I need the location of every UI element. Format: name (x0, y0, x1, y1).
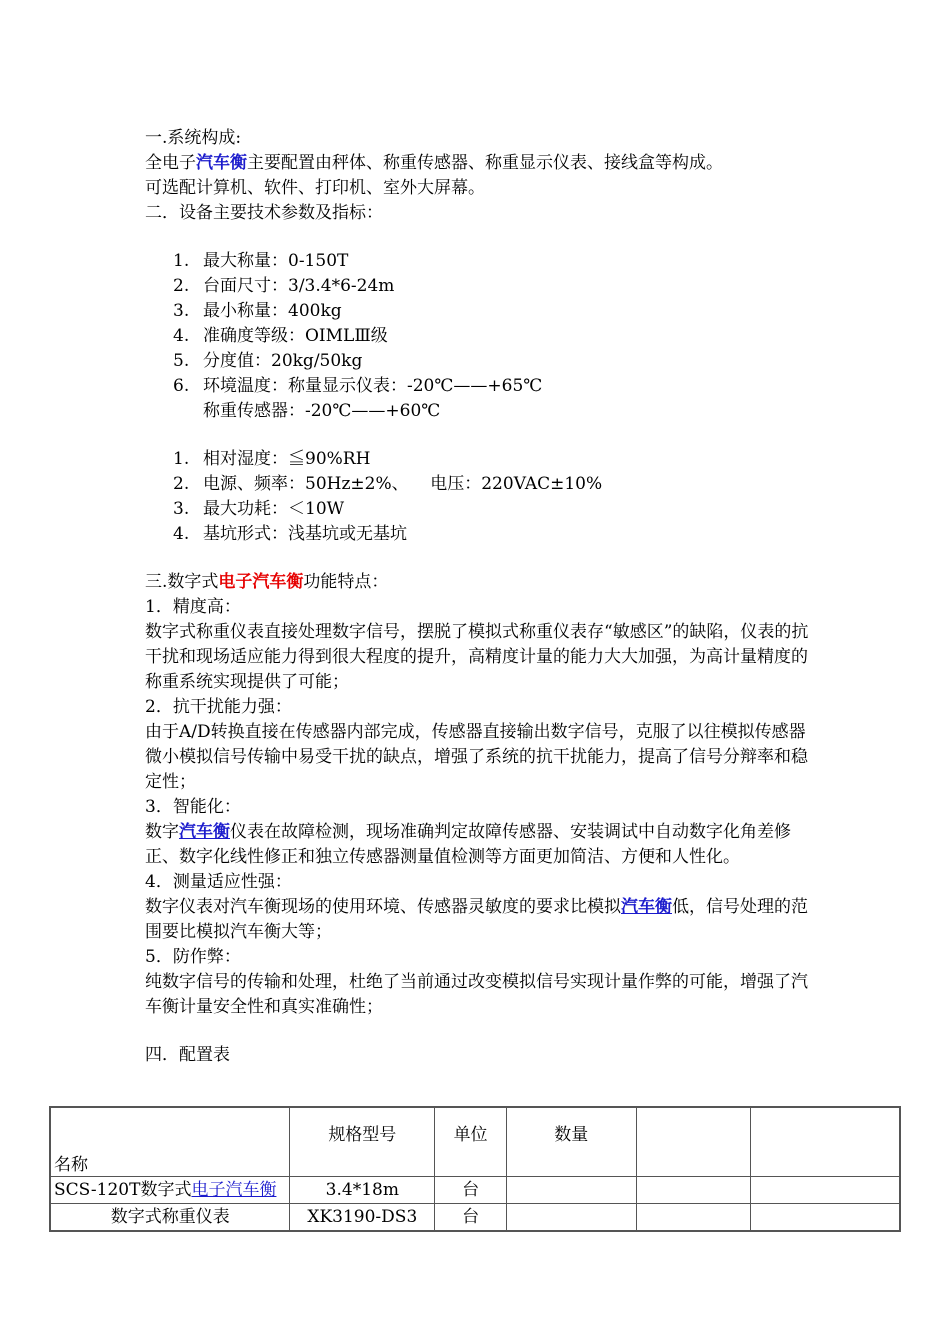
feature-4-title: 4．测量适应性强： (145, 872, 292, 892)
item-number: 3. (173, 499, 190, 519)
item-number: 1. (173, 251, 190, 271)
header-empty (751, 1107, 900, 1177)
item-number: 5. (173, 351, 190, 371)
header-name: 名称 (50, 1107, 290, 1177)
item-number: 3. (173, 301, 190, 321)
item-number: 2. (173, 276, 190, 296)
spec-item (145, 447, 810, 472)
item-number: 1. (173, 449, 190, 469)
spec-item (145, 497, 810, 522)
table-row (50, 1177, 900, 1204)
header-spec: 规格型号 (290, 1107, 435, 1177)
spec-list-b (145, 447, 810, 547)
config-table (49, 1106, 901, 1232)
feature-4-body (145, 895, 810, 945)
cell-name (50, 1204, 290, 1232)
cell-qty (506, 1177, 636, 1204)
section-2-heading: 二．设备主要技术参数及指标： (145, 203, 383, 223)
spec-item (145, 324, 810, 349)
spec-item (145, 299, 810, 324)
cell-empty (751, 1204, 900, 1232)
table-row (50, 1204, 900, 1232)
item-text: 最小称量：400kg (203, 301, 342, 321)
item-text: 相对湿度：≦90%RH (203, 449, 371, 469)
cell-empty (636, 1204, 751, 1232)
spec-item (145, 374, 810, 399)
spacer (145, 1020, 810, 1043)
item-text: 最大称量：0-150T (203, 251, 349, 271)
cell-empty (636, 1177, 751, 1204)
section-3-heading (145, 570, 810, 595)
section-1-line-1 (145, 151, 810, 176)
feature-2-body: 由于A/D转换直接在传感器内部完成，传感器直接输出数字信号，克服了以往模拟传感器微小模拟信号传输中易受干扰的缺点，增强了系统的抗干扰能力，提高了信号分辩率和稳定性； (145, 722, 808, 792)
section-1-line-2: 可选配计算机、软件、打印机、室外大屏幕。 (145, 178, 485, 198)
text: 数字仪表对汽车衡现场的使用环境、传感器灵敏度的要求比模拟 (145, 897, 621, 917)
keyword-link-truck-scale[interactable]: 汽车衡 (196, 153, 247, 173)
feature-3-title: 3．智能化： (145, 797, 241, 817)
item-number: 2. (173, 474, 190, 494)
text: 数字 (145, 822, 179, 842)
item-text: 准确度等级：OIMLⅢ级 (203, 326, 388, 346)
item-text: 最大功耗：＜10W (203, 499, 345, 519)
header-unit: 单位 (435, 1107, 507, 1177)
cell-empty (751, 1177, 900, 1204)
spec-item (145, 349, 810, 374)
cell-spec: XK3190-DS3 (290, 1204, 435, 1232)
item-text: 分度值：20kg/50kg (203, 351, 363, 371)
section-4-heading: 四．配置表 (145, 1045, 230, 1065)
item-text: 基坑形式：浅基坑或无基坑 (203, 524, 407, 544)
keyword-link-truck-scale[interactable]: 汽车衡 (621, 897, 672, 917)
table-header-row (50, 1107, 900, 1177)
item-text: 环境温度：称量显示仪表：-20℃——+65℃ (203, 376, 543, 396)
cell-qty (506, 1204, 636, 1232)
item-number: 4. (173, 326, 190, 346)
cell-spec: 3.4*18m (290, 1177, 435, 1204)
text: SCS-120T数字式 (54, 1180, 192, 1200)
spec-item (145, 274, 810, 299)
feature-5-body: 纯数字信号的传输和处理，杜绝了当前通过改变模拟信号实现计量作弊的可能，增强了汽车衡计量安全性和真实准确性； (145, 972, 808, 1017)
spec-list-a (145, 249, 810, 399)
section-1-heading: 一.系统构成: (145, 128, 242, 148)
spacer (145, 547, 810, 570)
spacer (145, 226, 810, 249)
text: 功能特点： (303, 572, 389, 592)
item-text: 电源、频率：50Hz±2%、 电压：220VAC±10% (203, 474, 603, 494)
spec-item (145, 522, 810, 547)
text: 仪表在故障检测，现场准确判定故障传感器、安装调试中自动数字化角差修正、数字化线性修正和独立传感器测量值检测等方面更加简洁、方便和人性化。 (145, 822, 791, 867)
feature-3-body (145, 820, 810, 870)
feature-5-title: 5．防作弊： (145, 947, 241, 967)
item-text: 台面尺寸：3/3.4*6-24m (203, 276, 395, 296)
item-number: 4. (173, 524, 190, 544)
document-body (145, 126, 810, 1068)
feature-1-body: 数字式称重仪表直接处理数字信号，摆脱了模拟式称重仪表存“敏感区”的缺陷，仪表的抗干扰和现场适应能力得到很大程度的提升，高精度计量的能力大大加强，为高计量精度的称重系统实现提供了可能； (145, 622, 809, 692)
keyword-highlight[interactable]: 电子汽车衡 (218, 572, 304, 592)
product-link[interactable]: 电子汽车衡 (191, 1180, 277, 1200)
text: 三.数字式 (145, 572, 219, 592)
spacer (145, 424, 810, 447)
cell-unit: 台 (435, 1204, 507, 1232)
header-qty: 数量 (506, 1107, 636, 1177)
cell-unit: 台 (435, 1177, 507, 1204)
spec-item (145, 472, 810, 497)
text: 低，信号处理的范围要比模拟汽车衡大等； (145, 897, 808, 942)
text: 全电子 (145, 153, 196, 173)
cell-name (50, 1177, 290, 1204)
text: 主要配置由秤体、称重传感器、称重显示仪表、接线盒等构成。 (247, 153, 723, 173)
feature-2-title: 2．抗干扰能力强： (145, 697, 292, 717)
spec-item (145, 249, 810, 274)
text: 数字式称重仪表 (110, 1207, 230, 1227)
keyword-link-truck-scale[interactable]: 汽车衡 (179, 822, 230, 842)
header-empty (636, 1107, 751, 1177)
item-number: 6. (173, 376, 190, 396)
spec-item-continuation: 称重传感器：-20℃——+60℃ (203, 401, 441, 421)
feature-1-title: 1．精度高： (145, 597, 241, 617)
